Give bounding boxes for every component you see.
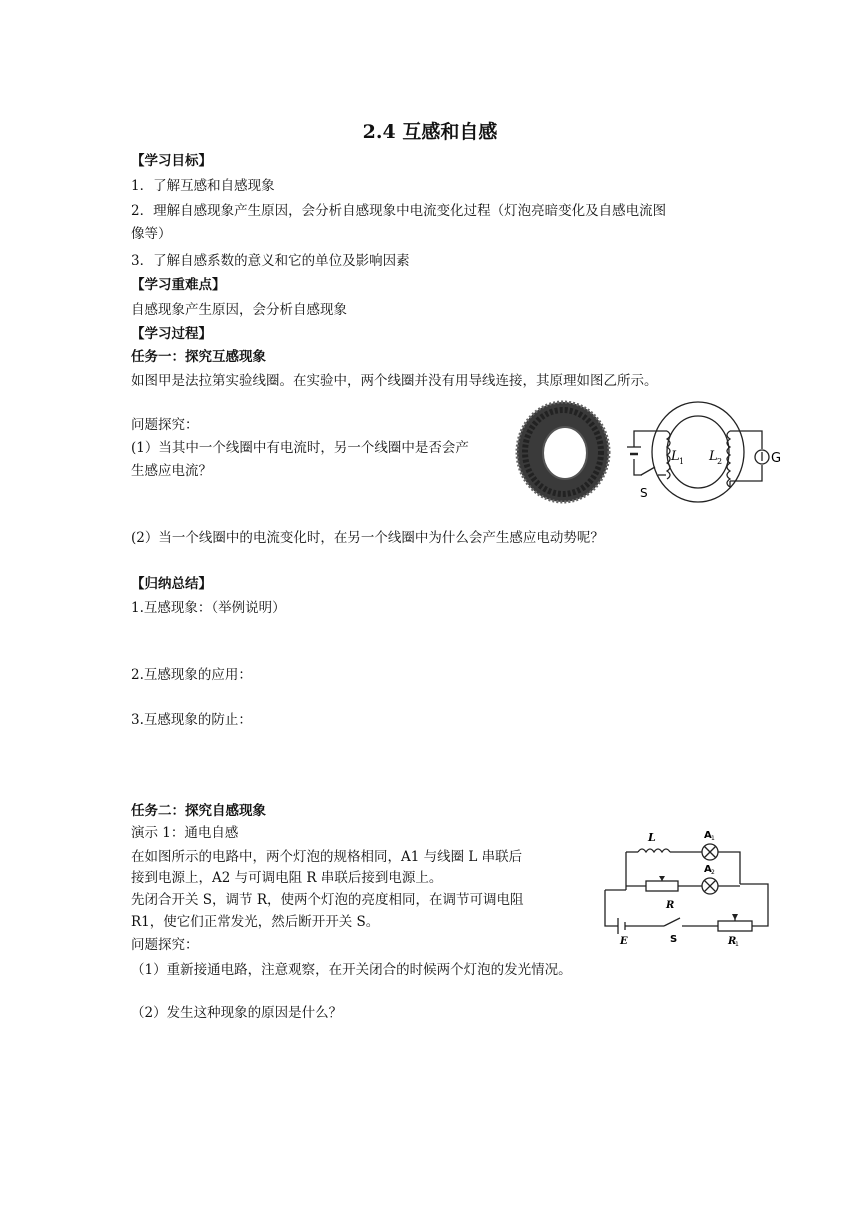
- task1-question-label: 问题探究：: [131, 417, 199, 433]
- process-heading: 【学习过程】: [131, 326, 212, 342]
- goal-item-2-cont: 像等）: [131, 226, 172, 242]
- summary-item-3: 3.互感现象的防止：: [131, 712, 252, 728]
- label-S: S: [640, 486, 648, 500]
- label-G: G: [771, 451, 782, 466]
- label-R1-sub: 1: [735, 941, 739, 948]
- label-R: R: [666, 900, 675, 911]
- goal-item-1: 1．了解互感和自感现象: [131, 178, 275, 194]
- task2-q1: （1）重新接通电路，注意观察，在开关闭合的时候两个灯泡的发光情况。: [131, 962, 572, 978]
- task1-q1-line2: 生感应电流？: [131, 463, 212, 479]
- label-L1: L: [671, 449, 680, 464]
- task2-q2: （2）发生这种现象的原因是什么？: [131, 1005, 343, 1021]
- label-L2: L: [709, 449, 718, 464]
- task2-p4: R1，使它们正常发光，然后断开开关 S。: [131, 914, 380, 930]
- label-A2-sub: 2: [711, 869, 715, 876]
- goal-item-2: 2．理解自感现象产生原因，会分析自感现象中电流变化过程（灯泡亮暗变化及自感电流图: [131, 203, 667, 219]
- label-L2-sub: 2: [717, 457, 723, 466]
- key-heading: 【学习重难点】: [131, 277, 226, 293]
- task1-intro: 如图甲是法拉第实验线圈。在实验中，两个线圈并没有用导线连接，其原理如图乙所示。: [131, 373, 658, 389]
- goals-heading: 【学习目标】: [131, 153, 212, 169]
- label-S: S: [670, 934, 678, 945]
- label-E: E: [620, 936, 628, 947]
- task2-p3: 先闭合开关 S，调节 R，使两个灯泡的亮度相同，在调节可调电阻: [131, 892, 524, 908]
- task2-p2: 接到电源上，A2 与可调电阻 R 串联后接到电源上。: [131, 870, 443, 886]
- label-L: L: [648, 831, 656, 844]
- task2-demo: 演示 1：通电自感: [131, 825, 239, 841]
- label-A1-sub: 1: [711, 835, 715, 842]
- mutual-induction-diagram: [622, 397, 792, 509]
- label-L1-sub: 1: [679, 457, 685, 466]
- task1-q1-line1: (1）当其中一个线圈中有电流时，另一个线圈中是否会产: [131, 440, 469, 456]
- summary-item-2: 2.互感现象的应用：: [131, 667, 252, 683]
- faraday-coil-photo: [512, 398, 614, 506]
- task2-heading: 任务二：探究自感现象: [131, 803, 266, 819]
- summary-item-1: 1.互感现象：（举例说明）: [131, 600, 286, 616]
- task2-question-label: 问题探究：: [131, 937, 199, 953]
- task2-p1: 在如图所示的电路中，两个灯泡的规格相同，A1 与线圈 L 串联后: [131, 849, 523, 865]
- label-R1: R: [728, 936, 737, 947]
- task1-q2: (2）当一个线圈中的电流变化时，在另一个线圈中为什么会产生感应电动势呢？: [131, 530, 604, 546]
- task1-heading: 任务一：探究互感现象: [131, 349, 266, 365]
- self-induction-circuit: [598, 826, 778, 948]
- key-text: 自感现象产生原因，会分析自感现象: [131, 302, 347, 318]
- goal-item-3: 3．了解自感系数的意义和它的单位及影响因素: [131, 253, 410, 269]
- summary-heading: 【归纳总结】: [131, 576, 212, 592]
- page-title: 2.4 互感和自感: [362, 121, 498, 143]
- label-A2: A: [704, 864, 712, 875]
- label-A1: A: [704, 830, 712, 841]
